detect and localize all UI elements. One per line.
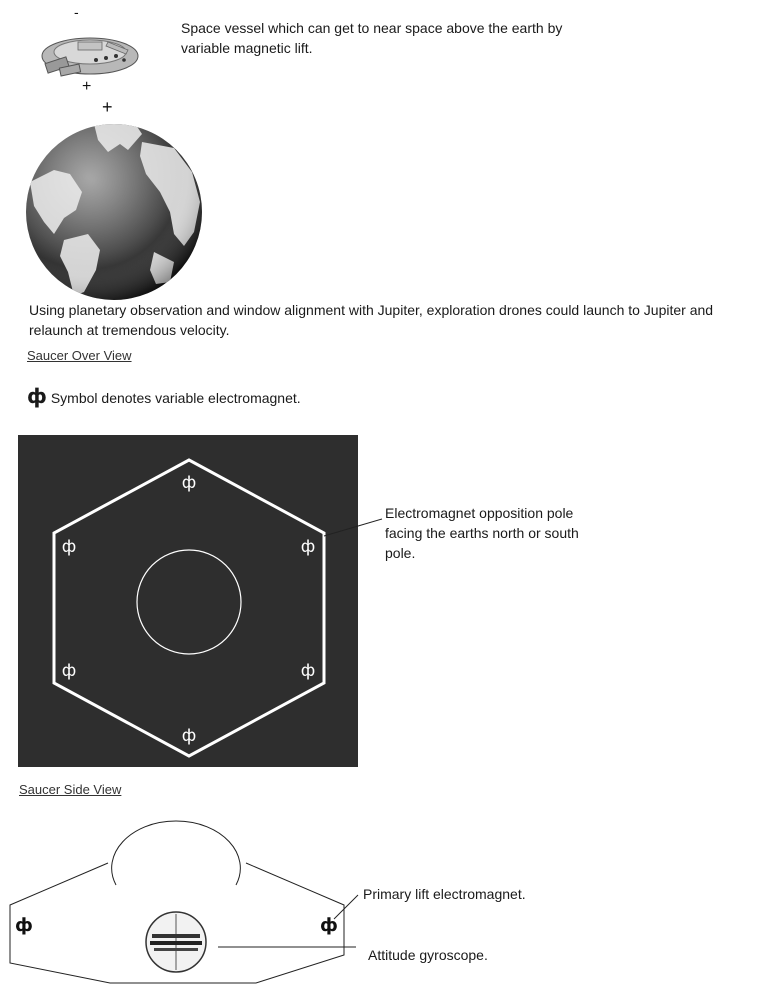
side-magnet-left: ф [15, 915, 33, 936]
magnet-top: ф [181, 473, 197, 493]
symbol-legend [27, 386, 301, 408]
plus-sign-small: + [82, 78, 92, 95]
planet-description: Using planetary observation and window alignment with Jupiter, exploration drones could launch to Jupiter and relaunch at tremendous velocity. [29, 302, 714, 338]
legend-text: Symbol denotes variable electromagnet. [50, 390, 301, 406]
spaceship-illustration [38, 20, 142, 84]
saucer-dome [112, 821, 241, 885]
saucer-side-view-link[interactable]: Saucer Side View [19, 782, 122, 797]
overview-callout: Electromagnet opposition pole facing the earths north or south pole. [385, 505, 579, 561]
magnet-upper-left: ф [61, 537, 77, 557]
magnet-lower-right: ф [300, 661, 316, 681]
vessel-description: Space vessel which can get to near space above the earth by variable magnetic lift. [181, 20, 563, 56]
side-magnet-right: ф [320, 915, 338, 936]
earth-globe-image [24, 122, 204, 302]
saucer-over-view-link[interactable]: Saucer Over View [27, 348, 132, 363]
saucer-side-view-diagram [0, 815, 560, 995]
saucer-over-view-diagram [18, 435, 358, 767]
gyroscope-callout: Attitude gyroscope. [368, 947, 488, 963]
magnet-bottom: ф [181, 726, 197, 746]
lift-magnet-callout: Primary lift electromagnet. [363, 886, 526, 902]
magnet-upper-right: ф [300, 537, 316, 557]
gyroscope-drawing [146, 912, 206, 972]
magnet-symbol: ф [27, 384, 47, 408]
plus-sign: + [102, 97, 113, 117]
minus-sign: - [74, 4, 79, 20]
magnet-lower-left: ф [61, 661, 77, 681]
